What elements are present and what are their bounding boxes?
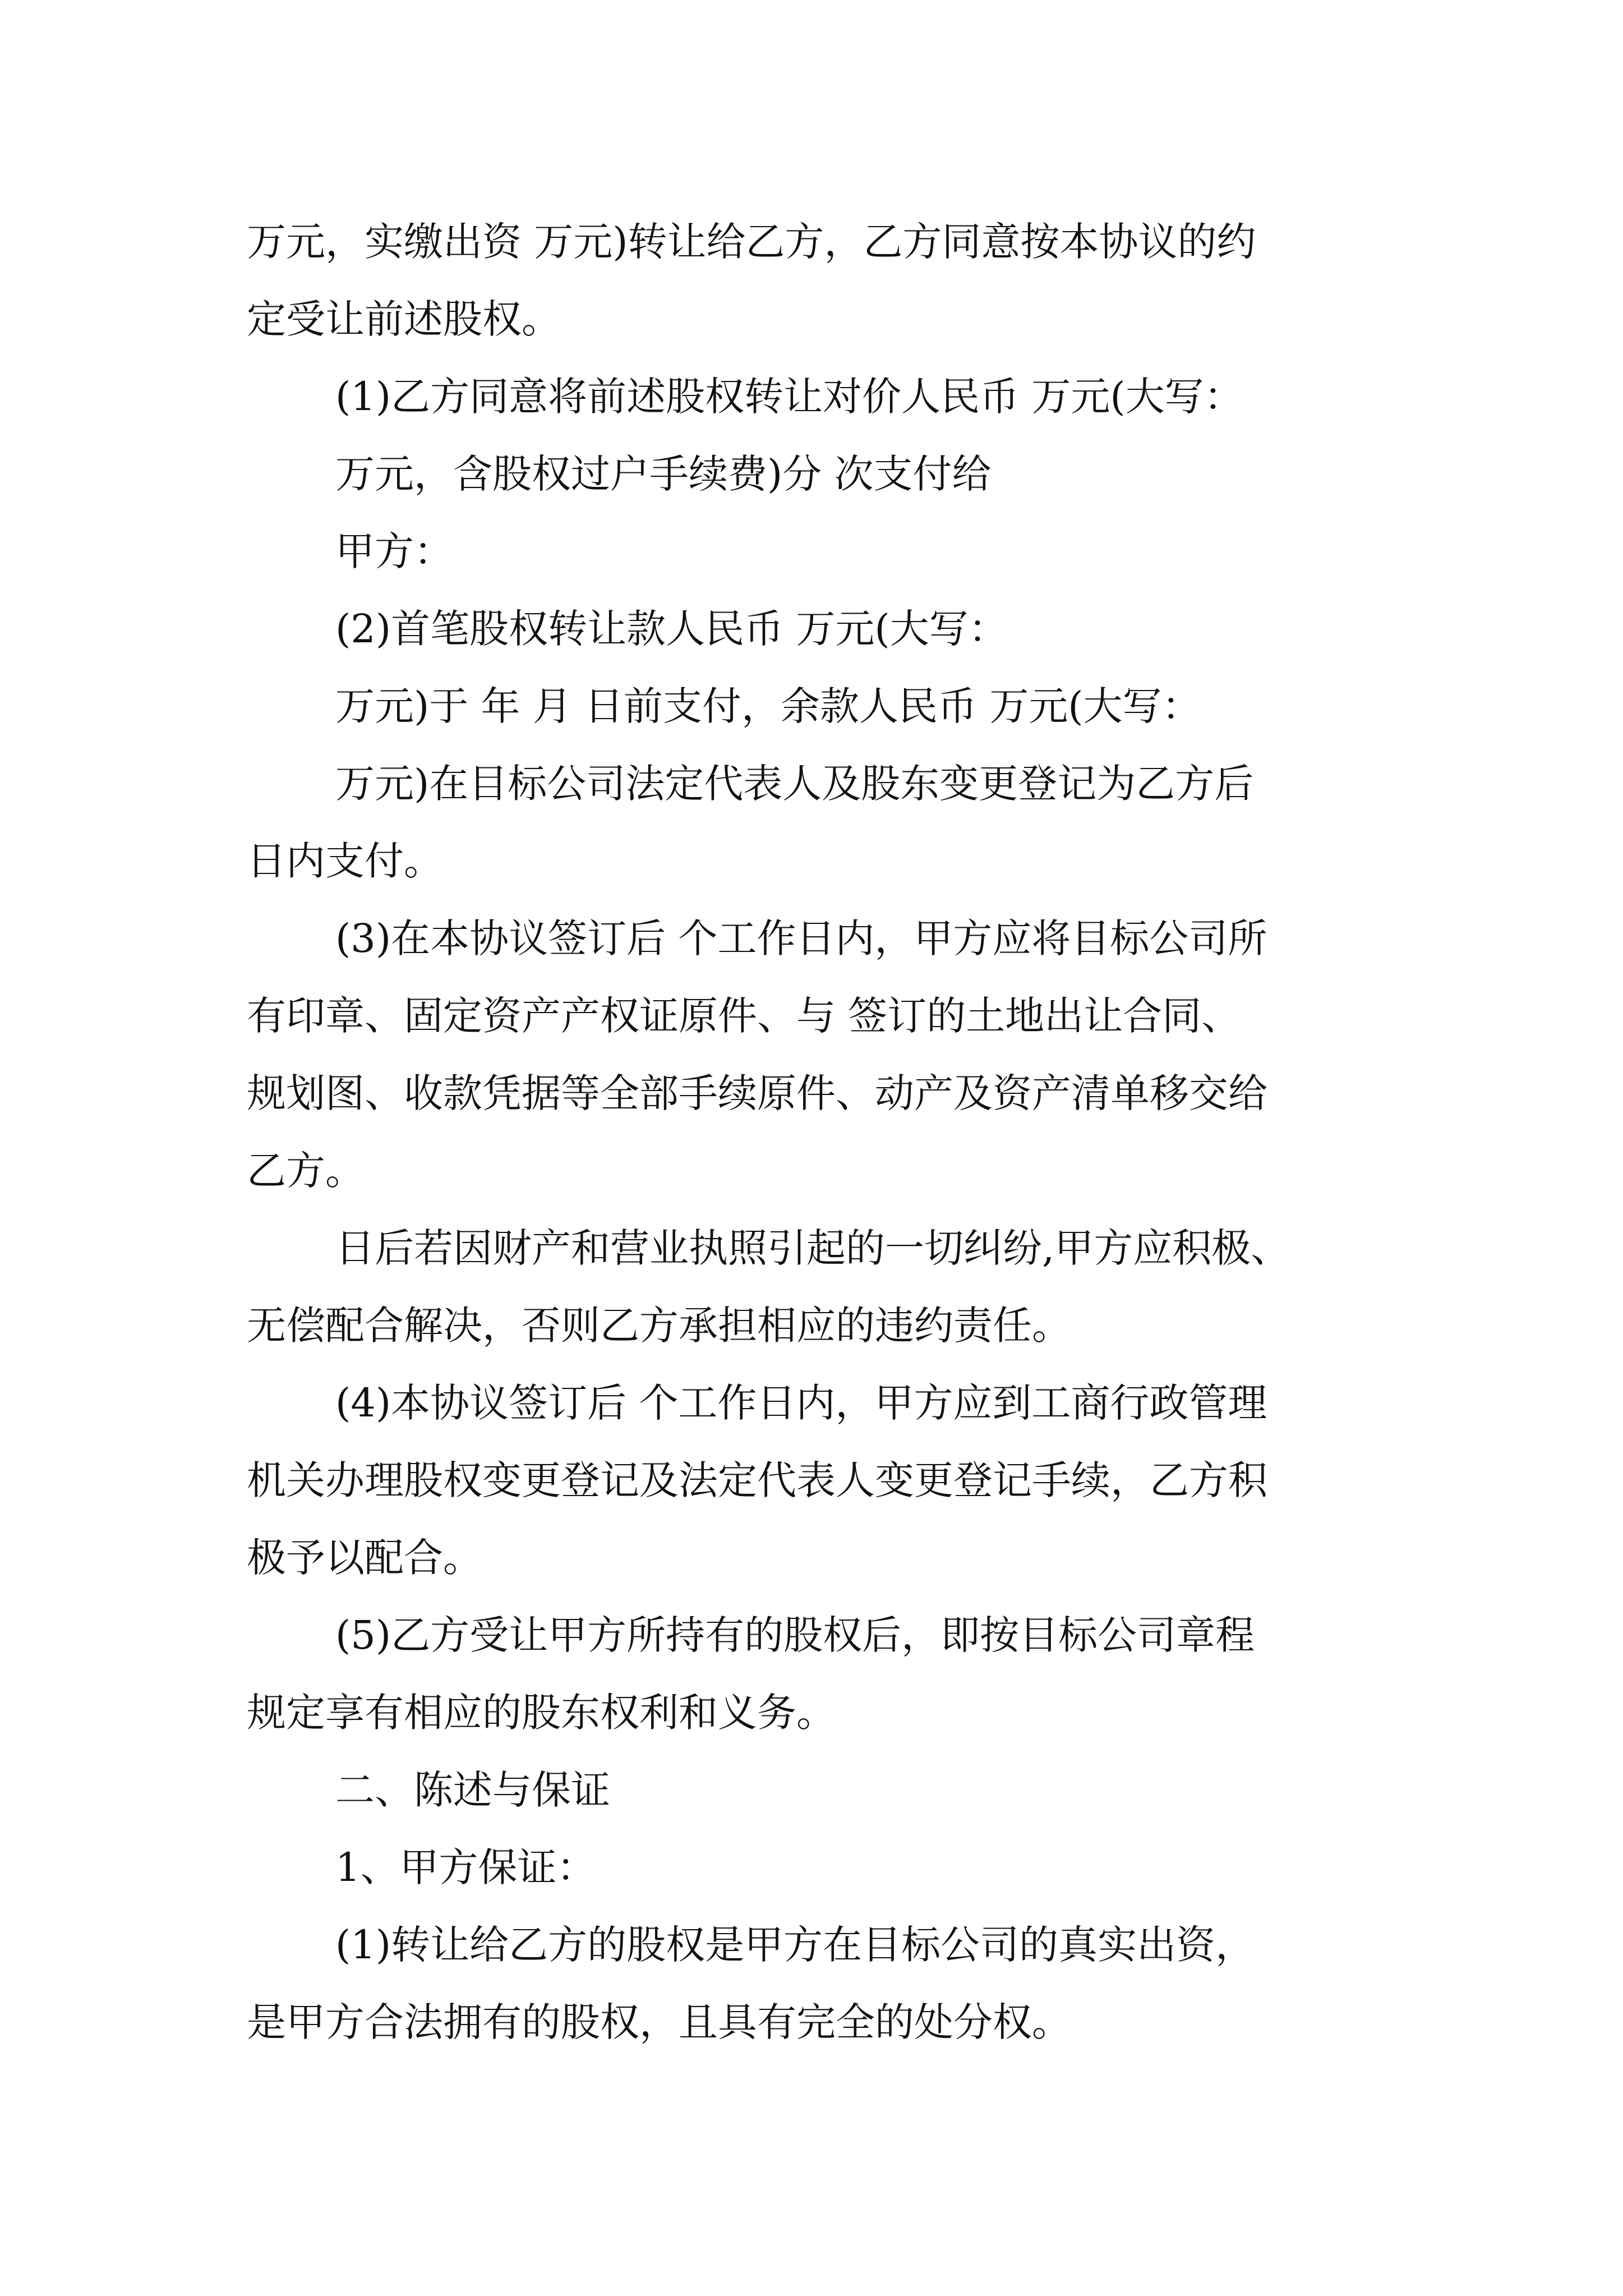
text-line: (1)转让给乙方的股权是甲方在目标公司的真实出资， — [335, 1922, 1255, 1968]
text-line: 无偿配合解决，否则乙方承担相应的违约责任。 — [247, 1303, 1071, 1349]
text-line: (1)乙方同意将前述股权转让对价人民币 万元(大写： — [335, 374, 1243, 420]
text-line: 规定享有相应的股东权利和义务。 — [247, 1690, 836, 1736]
text-line: 万元，含股权过户手续费)分 次支付给 — [335, 451, 992, 497]
document-body — [247, 203, 1391, 2061]
text-line: 乙方。 — [247, 1148, 365, 1194]
text-line: (3)在本协议签订后 个工作日内，甲方应将目标公司所 — [335, 915, 1267, 961]
text-line: (4)本协议签订后 个工作日内，甲方应到工商行政管理 — [335, 1380, 1267, 1426]
text-line: 二、陈述与保证 — [335, 1767, 610, 1813]
text-line: 1、甲方保证： — [335, 1844, 596, 1890]
text-line: 极予以配合。 — [247, 1535, 482, 1581]
text-line: 是甲方合法拥有的股权，且具有完全的处分权。 — [247, 1999, 1071, 2045]
text-line: 万元)在目标公司法定代表人及股东变更登记为乙方后 — [335, 761, 1254, 807]
text-line: 万元)于 年 月 日前支付，余款人民币 万元(大写： — [335, 683, 1201, 729]
text-line: 日内支付。 — [247, 838, 443, 884]
text-line: 规划图、收款凭据等全部手续原件、动产及资产清单移交给 — [247, 1070, 1267, 1116]
text-line: 甲方： — [335, 528, 453, 574]
text-line: 日后若因财产和营业执照引起的一切纠纷,甲方应积极、 — [335, 1225, 1290, 1271]
text-line: 有印章、固定资产产权证原件、与 签订的土地出让合同、 — [247, 993, 1241, 1039]
text-line: 定受让前述股权。 — [247, 296, 561, 342]
text-line: (5)乙方受让甲方所持有的股权后，即按目标公司章程 — [335, 1612, 1255, 1658]
text-line: (2)首笔股权转让款人民币 万元(大写： — [335, 606, 1008, 652]
text-line: 机关办理股权变更登记及法定代表人变更登记手续，乙方积 — [247, 1457, 1267, 1503]
text-line: 万元，实缴出资 万元)转让给乙方，乙方同意按本协议的约 — [247, 219, 1256, 265]
